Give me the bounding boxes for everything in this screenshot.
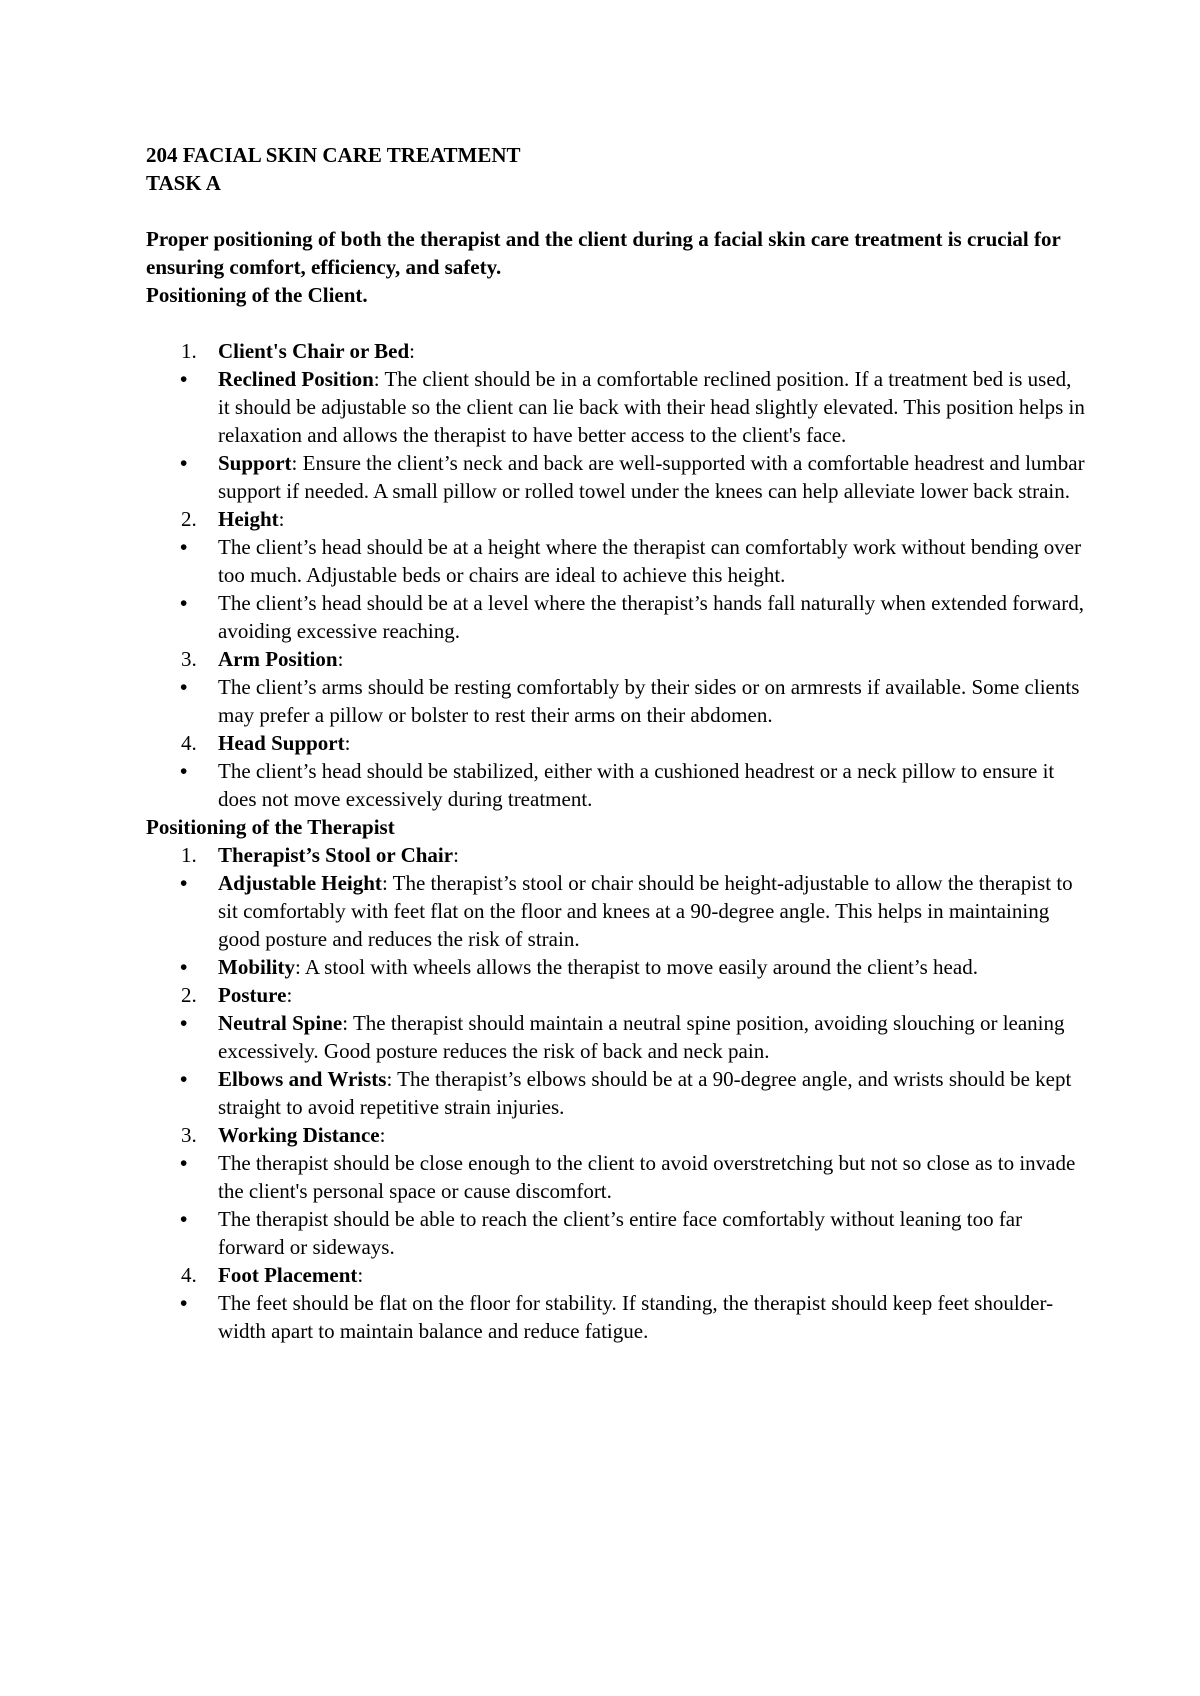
list-number: 3. [181,1123,197,1147]
bullet-text: : A stool with wheels allows the therapist to move easily around the client’s head. [295,955,978,979]
bullet-icon: • [180,955,188,979]
bullet-item [180,673,1086,729]
section-heading: Positioning of the Therapist [146,815,395,839]
bullet-item [180,1009,1086,1065]
list-item: 4. Head Support: • The client’s head should be stabilized, either with a cushioned headrest or a neck pillow to ensure it does not move excessively during treatment. [146,729,1086,813]
bullet-item [180,589,1086,645]
bullet-icon: • [180,1291,188,1315]
bullet-text: The client’s head should be at a level where the therapist’s hands fall naturally when extended forward, avoiding excessive reaching. [218,591,1084,643]
list-item: 3. Arm Position: • The client’s arms should be resting comfortably by their sides or on armrests if available. Some clients may prefer a pillow or bolster to rest their arms on their abdomen. [146,645,1086,729]
numbered-list [146,841,1086,1345]
bullet-item [180,1149,1086,1205]
bullet-label: Elbows and Wrists [218,1067,387,1091]
bullet-icon: • [180,451,188,475]
bullet-label: Neutral Spine [218,1011,343,1035]
list-number: 2. [181,507,197,531]
list-item: 2. Height: • The client’s head should be at a height where the therapist can comfortably work without bending over too much. Adjustable beds or chairs are ideal to achieve this height. • The client’s head should be at a level where the therapist’s hands fall naturally when extended forward, avoiding excessive reaching. [146,505,1086,645]
list-number: 1. [181,843,197,867]
bullet-list [180,533,1086,645]
bullet-icon: • [180,871,188,895]
bullet-icon: • [180,367,188,391]
document-title: 204 FACIAL SKIN CARE TREATMENT [146,143,521,167]
intro-paragraph: Proper positioning of both the therapist and the client during a facial skin care treatment is crucial for ensuring comfort, efficiency, and safety. [146,227,1061,279]
section-heading: Positioning of the Client. [146,283,368,307]
bullet-label: Reclined Position [218,367,374,391]
item-title: Height [218,507,279,531]
item-title: Working Distance [218,1123,380,1147]
item-title: Posture [218,983,287,1007]
sections-container [146,281,1086,1345]
bullet-text: The feet should be flat on the floor for stability. If standing, the therapist should keep feet shoulder-width apart to maintain balance and reduce fatigue. [218,1291,1054,1343]
item-title: Foot Placement [218,1263,358,1287]
document-page [146,141,1086,1345]
bullet-text: The therapist should be close enough to the client to avoid overstretching but not so close as to invade the client's personal space or cause discomfort. [218,1151,1076,1203]
bullet-list [180,757,1086,813]
list-item: 1. Client's Chair or Bed: • Reclined Position: The client should be in a comfortable reclined position. If a treatment bed is used, it should be adjustable so the client can lie back with their head slightly elevated. This position helps in relaxation and allows the therapist to have better access to the client's face. • Support: Ensure the client’s neck and back are well-supported with a comfortable headrest and lumbar support if needed. A small pillow or rolled towel under the knees can help alleviate lower back strain. [180,339,1085,503]
bullet-text: : The therapist’s stool or chair should be height-adjustable to allow the therapist to sit comfortably with feet flat on the floor and knees at a 90-degree angle. This helps in maintaining good posture and reduces the risk of strain. [218,871,1073,951]
bullet-item [180,869,1086,953]
spacer [146,309,1086,337]
bullet-icon: • [180,1011,188,1035]
bullet-item [180,1205,1086,1261]
bullet-list [180,1009,1086,1121]
bullet-icon: • [180,535,188,559]
list-number: 2. [181,983,197,1007]
list-number: 1. [181,339,197,363]
bullet-icon: • [180,759,188,783]
bullet-text: The client’s arms should be resting comfortably by their sides or on armrests if available. Some clients may prefer a pillow or bolster to rest their arms on their abdomen. [218,675,1080,727]
list-item: 1. Therapist’s Stool or Chair: • Adjustable Height: The therapist’s stool or chair should be height-adjustable to allow the therapist to sit comfortably with feet flat on the floor and knees at a 90-degree angle. This helps in maintaining good posture and reduces the risk of strain. • Mobility: A stool with wheels allows the therapist to move easily around the client’s head. [146,841,1086,981]
bullet-icon: • [180,1067,188,1091]
bullet-label: Adjustable Height [218,871,382,895]
bullet-list [180,365,1086,505]
bullet-icon: • [180,1207,188,1231]
task-label: TASK A [146,171,221,195]
spacer [146,197,1086,225]
item-title: Therapist’s Stool or Chair [218,843,454,867]
bullet-text: : The client should be in a comfortable reclined position. If a treatment bed is used, it should be adjustable so the client can lie back with their head slightly elevated. This position helps in relaxation and allows the therapist to have better access to the client's face. [218,367,1085,447]
list-number: 3. [181,647,197,671]
bullet-text: The client’s head should be at a height where the therapist can comfortably work without bending over too much. Adjustable beds or chairs are ideal to achieve this height. [218,535,1082,587]
list-item: 4. Foot Placement: • The feet should be flat on the floor for stability. If standing, the therapist should keep feet shoulder-width apart to maintain balance and reduce fatigue. [146,1261,1086,1345]
list-number: 4. [181,1263,197,1287]
bullet-item [180,1065,1086,1121]
bullet-text: : The therapist should maintain a neutral spine position, avoiding slouching or leaning excessively. Good posture reduces the risk of back and neck pain. [218,1011,1065,1063]
item-title: Head Support [218,731,345,755]
bullet-list [180,673,1086,729]
bullet-icon: • [180,1151,188,1175]
bullet-item [180,449,1086,505]
bullet-item [180,533,1086,589]
bullet-text: : Ensure the client’s neck and back are well-supported with a comfortable headrest and lumbar support if needed. A small pillow or rolled towel under the knees can help alleviate lower back strain. [218,451,1085,503]
bullet-text: : The therapist’s elbows should be at a 90-degree angle, and wrists should be kept straight to avoid repetitive strain injuries. [218,1067,1072,1119]
bullet-label: Mobility [218,955,295,979]
list-item: 2. Posture: • Neutral Spine: The therapist should maintain a neutral spine position, avoiding slouching or leaning excessively. Good posture reduces the risk of back and neck pain. • Elbows and Wrists: The therapist’s elbows should be at a 90-degree angle, and wrists should be kept straight to avoid repetitive strain injuries. [146,981,1086,1121]
bullet-item [180,757,1086,813]
list-item: 3. Working Distance: • The therapist should be close enough to the client to avoid overstretching but not so close as to invade the client's personal space or cause discomfort. • The therapist should be able to reach the client’s entire face comfortably without leaning too far forward or sideways. [146,1121,1086,1261]
bullet-list [180,869,1086,981]
bullet-list [180,1149,1086,1261]
bullet-label: Support [218,451,292,475]
bullet-item [180,953,1086,981]
list-number: 4. [181,731,197,755]
numbered-list [146,337,1086,813]
bullet-text: The therapist should be able to reach the client’s entire face comfortably without leaning too far forward or sideways. [218,1207,1023,1259]
bullet-text: The client’s head should be stabilized, either with a cushioned headrest or a neck pillow to ensure it does not move excessively during treatment. [218,759,1055,811]
item-title: Client's Chair or Bed [218,339,410,363]
bullet-icon: • [180,591,188,615]
item-title: Arm Position [218,647,338,671]
bullet-icon: • [180,675,188,699]
bullet-list [180,1289,1086,1345]
bullet-item [180,1289,1086,1345]
